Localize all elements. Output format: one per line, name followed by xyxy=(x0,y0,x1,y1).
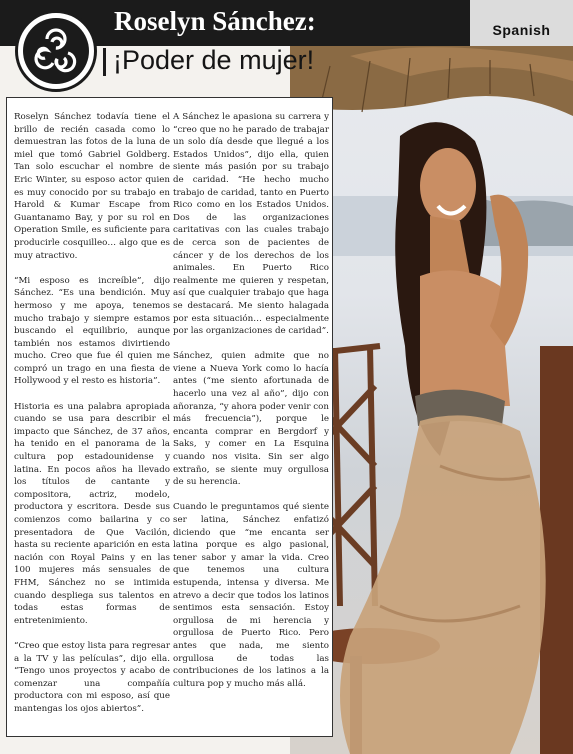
paragraph: Sánchez, quien admite que no viene a Nueva York como lo hacía antes (“me siento afortunada de hacerlo una vez al año”, dijo con añoranza, “y ahora poder venir con más frecuencia”), porque le encanta comprar en Bergdorf y Saks, y comer en La Esquina cuando nos visita. Sin ser algo extraño, se siente muy orgullosa de su herencia. xyxy=(173,351,329,488)
article-body xyxy=(6,97,333,737)
article-subtitle: ¡Poder de mujer! xyxy=(113,45,315,75)
article-column-right xyxy=(173,111,329,703)
paragraph: Cuando le preguntamos qué siente ser latina, Sánchez enfatizó diciendo que “me encanta ser latina porque es algo pasional, tener sabor y amar la vida. Creo que tenemos una cultura estupenda, intensa y diversa. Me atrevo a decir que todos los latinos sentimos esta sensación. Estoy orgullosa de mi herencia y orgullosa de Puerto Rico. Pero antes que nada, me siento orgullosa de todas las contribuciones de los latinos a la cultura pop y mucho más allá. xyxy=(173,502,329,689)
paragraph: A Sánchez le apasiona su carrera y “creo que no he parado de trabajar un solo día desde que llegué a los Estados Unidos”, dijo ella, quien siente más pasión por su trabajo de caridad. “He hecho mucho trabajo de caridad, tanto en Puerto Rico como en los Estados Unidos. Dos de las organizaciones caritativas con las cuales trabajo de cerca son de pacientes de cáncer y de los derechos de los animales. En Puerto Rico realmente me quieren y respetan, así que cualquier trabajo que haga se destacará. Me siento halagada por esta situación… especialmente por las organizaciones de caridad”. xyxy=(173,112,329,337)
paragraph: Roselyn Sánchez todavía tiene el brillo de recién casada como lo demuestran las fotos de la luna de miel que tomó Gabriel Goldberg. Tan solo escuchar el nombre de Eric Winter, su esposo actor quien es muy conocido por su trabajo en Harold & Kumar Escape from Guantanamo Bay, y por su rol en Operation Smile, es suficiente para producirle cosquilleo… algo que es muy atractivo. xyxy=(14,112,170,261)
article-column-left xyxy=(14,111,170,728)
paragraph: “Creo que estoy lista para regresar a la TV y las películas”, dijo ella. “Tengo unos proyectos y acabo de comenzar una compañía productora con mi esposo, así que mantengas los ojos abiertos”. xyxy=(14,640,170,714)
title-divider xyxy=(103,48,106,76)
article-title: Roselyn Sánchez: xyxy=(114,6,316,36)
paragraph: Historia es una palabra apropiada cuando se usa para describir el impacto que Sánchez, de 37 años, ha tenido en el panorama de la cultura pop estadounidense y latina. En pocos años ha llevado los títulos de cantante y compositora, actriz, modelo, productora y escritora. Desde sus comienzos como bailarina y co presentadora de Que Vacilón, hasta su reciente aparición en esta nación con Royal Pains y en las 100 mujeres más sensuales de FHM, Sánchez no se intimida cuando despliega sus talentos en todas estas formas de entretenimiento. xyxy=(14,401,170,626)
paragraph: “Mi esposo es increíble”, dijo Sánchez. “Es una bendición. Muy hermoso y me apoya, tenemos mucho trabajo y siempre estamos buscando el equilibrio, aunque también nos estamos divirtiendo mucho. Creo que fue él quien me compró un trago en una fiesta de Hollywood y el resto es historia”. xyxy=(14,275,170,387)
language-label: Spanish xyxy=(492,22,551,38)
triskelion-icon xyxy=(23,18,89,84)
